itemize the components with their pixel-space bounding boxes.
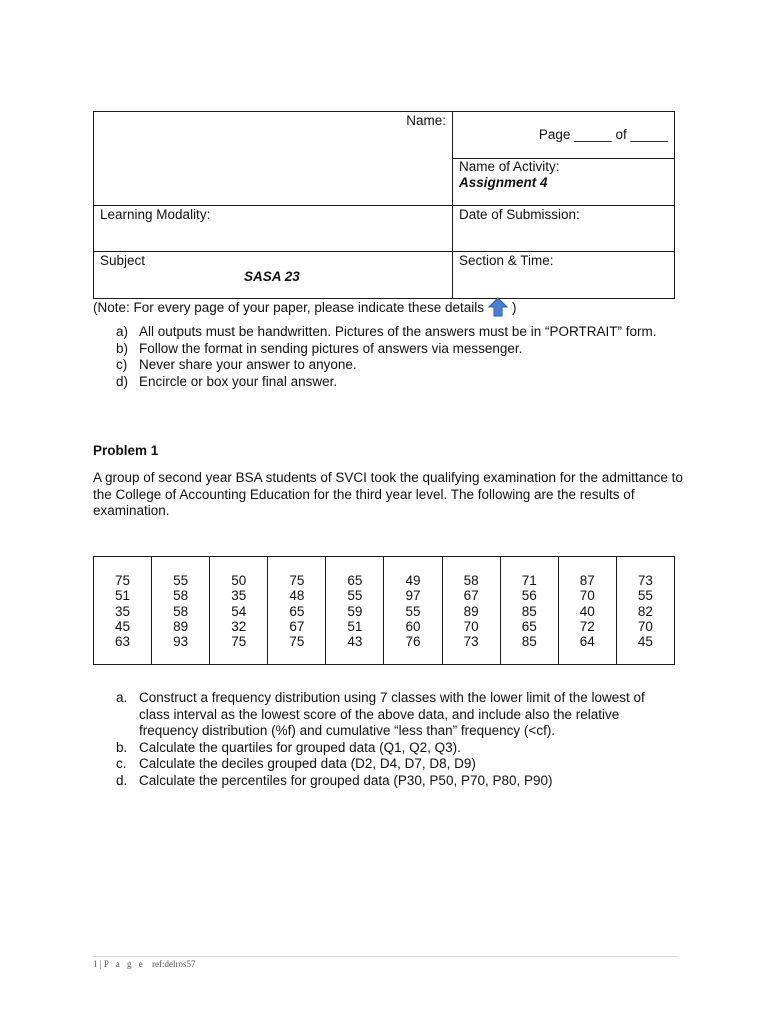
score-cell: 51 <box>115 588 131 604</box>
subject-label: Subject <box>100 253 146 268</box>
list-item <box>116 357 676 374</box>
activity-value: Assignment 4 <box>459 175 548 190</box>
list-text: Calculate the percentiles for grouped data (P30, P50, P70, P80, P90) <box>139 772 553 788</box>
list-item <box>116 773 676 790</box>
name-cell <box>94 112 453 206</box>
score-cell: 73 <box>463 634 479 650</box>
score-cell: 89 <box>463 603 479 619</box>
score-column <box>210 557 268 665</box>
list-marker: d) <box>116 373 129 389</box>
score-cell: 58 <box>463 573 479 588</box>
score-column <box>326 557 384 665</box>
modality-cell <box>94 206 453 252</box>
score-cell: 40 <box>579 603 595 619</box>
score-cell: 64 <box>579 634 595 650</box>
score-cell: 85 <box>521 603 537 619</box>
score-cell: 73 <box>637 573 653 588</box>
footer-page-word: P a g e <box>103 959 146 969</box>
activity-cell <box>453 159 675 206</box>
score-cell: 43 <box>347 634 363 650</box>
list-marker: d. <box>116 772 128 788</box>
subject-cell <box>94 252 453 299</box>
modality-label: Learning Modality: <box>100 207 211 222</box>
score-cell: 55 <box>347 588 363 604</box>
score-column <box>442 557 500 665</box>
page-cell <box>453 112 675 159</box>
activity-label: Name of Activity: <box>459 159 560 174</box>
list-text: All outputs must be handwritten. Pictures of the answers must be in “PORTRAIT” form. <box>139 324 657 339</box>
score-cell: 65 <box>289 603 305 619</box>
list-text: Calculate the quartiles for grouped data (Q1, Q2, Q3). <box>139 739 461 755</box>
score-cell: 45 <box>637 634 653 650</box>
tasks-list <box>116 690 676 790</box>
list-item <box>116 740 676 757</box>
score-cell: 48 <box>289 588 305 604</box>
note-close: ) <box>511 300 517 315</box>
score-cell: 93 <box>173 634 189 650</box>
list-marker: a) <box>116 324 129 339</box>
submission-label: Date of Submission: <box>459 207 580 222</box>
score-column <box>384 557 442 665</box>
score-column <box>558 557 616 665</box>
score-cell: 55 <box>637 588 653 604</box>
score-cell: 65 <box>347 573 363 588</box>
up-arrow-icon <box>488 297 508 320</box>
note-line <box>93 297 516 320</box>
score-cell: 70 <box>463 618 479 634</box>
section-label: Section & Time: <box>459 253 554 268</box>
list-marker: c) <box>116 357 128 373</box>
score-cell: 45 <box>115 618 131 634</box>
score-cell: 35 <box>115 603 131 619</box>
instructions-list <box>116 324 676 390</box>
note-text: (Note: For every page of your paper, please indicate these details <box>93 300 484 315</box>
score-cell: 89 <box>173 618 189 634</box>
score-cell: 70 <box>579 588 595 604</box>
score-cell: 71 <box>521 573 537 588</box>
footer-divider <box>93 956 678 957</box>
list-item <box>116 690 676 740</box>
score-column <box>152 557 210 665</box>
footer-ref: ref:delros57 <box>151 959 196 969</box>
score-cell: 87 <box>579 573 595 588</box>
score-cell: 54 <box>231 603 247 619</box>
score-cell: 56 <box>521 588 537 604</box>
list-text: Encircle or box your final answer. <box>139 373 338 389</box>
score-cell: 75 <box>289 573 305 588</box>
score-cell: 75 <box>231 634 247 650</box>
scores-table <box>93 556 675 665</box>
score-cell: 59 <box>347 603 363 619</box>
list-text: Construct a frequency distribution using 7 classes with the lower limit of the lowest of class interval as the lowest score of the above data, and include also the relative frequency distribution (%f) and cumulative “less than” frequency (<cf). <box>139 690 645 739</box>
score-cell: 85 <box>521 634 537 650</box>
score-cell: 60 <box>405 618 421 634</box>
score-cell: 55 <box>173 573 189 588</box>
submission-cell <box>453 206 675 252</box>
page-label: Page _____ of _____ <box>538 127 668 142</box>
list-marker: a. <box>116 690 128 705</box>
page-footer <box>93 959 195 969</box>
score-cell: 70 <box>637 618 653 634</box>
name-label: Name: <box>406 113 446 128</box>
score-column <box>94 557 152 665</box>
score-cell: 50 <box>231 573 247 588</box>
list-marker: b) <box>116 340 129 356</box>
score-cell: 63 <box>115 634 131 650</box>
list-marker: b. <box>116 739 128 755</box>
score-cell: 82 <box>637 603 653 619</box>
list-text: Never share your answer to anyone. <box>139 357 357 373</box>
list-item <box>116 756 676 773</box>
score-cell: 55 <box>405 603 421 619</box>
list-text: Follow the format in sending pictures of answers via messenger. <box>139 340 523 356</box>
score-cell: 35 <box>231 588 247 604</box>
list-marker: c. <box>116 756 127 772</box>
footer-page-number: 1 <box>93 959 98 969</box>
problem-text: A group of second year BSA students of SVCI took the qualifying examination for the admittance to the College of Accounting Education for the third year level. The following are the results of examination. <box>93 470 683 519</box>
score-cell: 67 <box>289 618 305 634</box>
score-cell: 58 <box>173 603 189 619</box>
section-cell <box>453 252 675 299</box>
score-cell: 97 <box>405 588 421 604</box>
score-cell: 76 <box>405 634 421 650</box>
score-cell: 51 <box>347 618 363 634</box>
subject-value: SASA 23 <box>244 269 300 284</box>
score-cell: 72 <box>579 618 595 634</box>
score-cell: 49 <box>405 573 421 588</box>
list-text: Calculate the deciles grouped data (D2, D4, D7, D8, D9) <box>139 756 476 772</box>
score-cell: 75 <box>289 634 305 650</box>
score-cell: 58 <box>173 588 189 604</box>
problem-title: Problem 1 <box>93 443 159 458</box>
score-cell: 65 <box>521 618 537 634</box>
list-item <box>116 374 676 391</box>
list-item <box>116 341 676 358</box>
list-item <box>116 324 676 341</box>
score-column <box>268 557 326 665</box>
score-column <box>616 557 674 665</box>
footer-separator: | <box>99 959 102 969</box>
score-cell: 67 <box>463 588 479 604</box>
score-cell: 32 <box>231 618 247 634</box>
score-column <box>500 557 558 665</box>
score-cell: 75 <box>115 573 131 588</box>
student-details-table <box>93 111 675 299</box>
